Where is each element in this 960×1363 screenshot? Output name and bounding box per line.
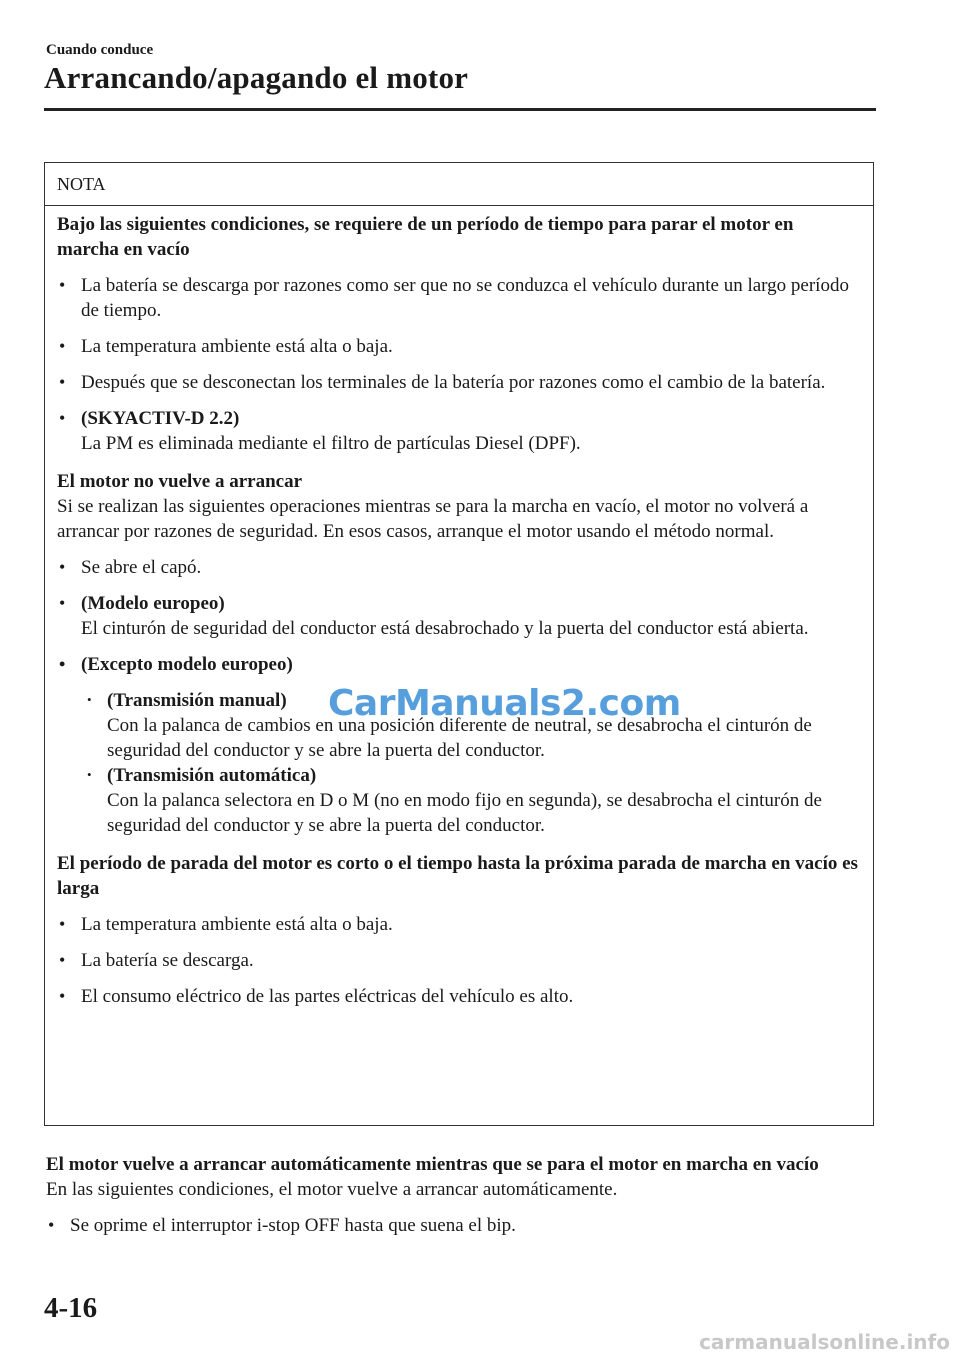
list-item-title: • (SKYACTIV-D 2.2) [81, 408, 240, 429]
note-heading-short-stop: El período de parada del motor es corto o el tiempo hasta la próxima parada de marcha en vacío es larga [57, 853, 858, 899]
sub-list-item-text: Con la palanca de cambios en una posición diferente de neutral, se desabrocha el cinturón de seguridad del conductor y se abre la puerta del conductor. [107, 715, 812, 761]
note-body [45, 206, 873, 1009]
list-item: • (Excepto modelo europeo) [57, 652, 859, 677]
list-item: • La batería se descarga por razones como ser que no se conduzca el vehículo durante un largo período de tiempo. [57, 273, 859, 323]
sub-list-item-text: Con la palanca selectora en D o M (no en modo fijo en segunda), se desabrocha el cinturón de seguridad del conductor y se abre la puerta del conductor. [107, 790, 822, 836]
list-item [57, 591, 859, 641]
sub-list-item-title: • (Transmisión manual) [107, 690, 287, 711]
list-item: • Se oprime el interruptor i-stop OFF hasta que suena el bip. [46, 1213, 866, 1238]
list-item-text: El cinturón de seguridad del conductor está desabrochado y la puerta del conductor está abierta. [81, 618, 809, 639]
sub-list-item-title: • (Transmisión automática) [107, 765, 317, 786]
page-title: Arrancando/apagando el motor [44, 60, 469, 95]
note-heading-no-restart: El motor no vuelve a arrancar [57, 471, 303, 492]
note-label: NOTA [45, 163, 873, 206]
list-item-text: La PM es eliminada mediante el filtro de partículas Diesel (DPF). [81, 433, 581, 454]
watermark-footer: carmanualsonline.info [699, 1330, 950, 1354]
list-item: • La batería se descarga. [57, 948, 859, 973]
list-item-title: • (Modelo europeo) [81, 593, 225, 614]
section-label: Cuando conduce [46, 42, 154, 58]
list-item: • La temperatura ambiente está alta o baja. [57, 334, 859, 359]
watermark-logo: CarManuals2.com [328, 683, 681, 724]
sub-list-item [57, 763, 859, 838]
list-item: • El consumo eléctrico de las partes eléctricas del vehículo es alto. [57, 984, 859, 1009]
list-item [57, 406, 859, 456]
header-divider [44, 108, 876, 111]
note-box [44, 162, 874, 1126]
list-item: • La temperatura ambiente está alta o baja. [57, 912, 859, 937]
list-item: • Después que se desconectan los terminales de la batería por razones como el cambio de la batería. [57, 370, 859, 395]
main-section [46, 1152, 866, 1238]
section-heading-auto-restart: El motor vuelve a arrancar automáticamente mientras que se para el motor en marcha en vacío [46, 1154, 819, 1175]
page-number: 4-16 [44, 1292, 98, 1324]
paragraph: Si se realizan las siguientes operaciones mientras se para la marcha en vacío, el motor no volverá a arrancar por razones de seguridad. En esos casos, arranque el motor usando el método normal. [57, 496, 809, 542]
note-heading-idle-stop-time: Bajo las siguientes condiciones, se requiere de un período de tiempo para parar el motor en marcha en vacío [57, 214, 794, 260]
list-item: • Se abre el capó. [57, 555, 859, 580]
paragraph: En las siguientes condiciones, el motor vuelve a arrancar automáticamente. [46, 1179, 618, 1200]
